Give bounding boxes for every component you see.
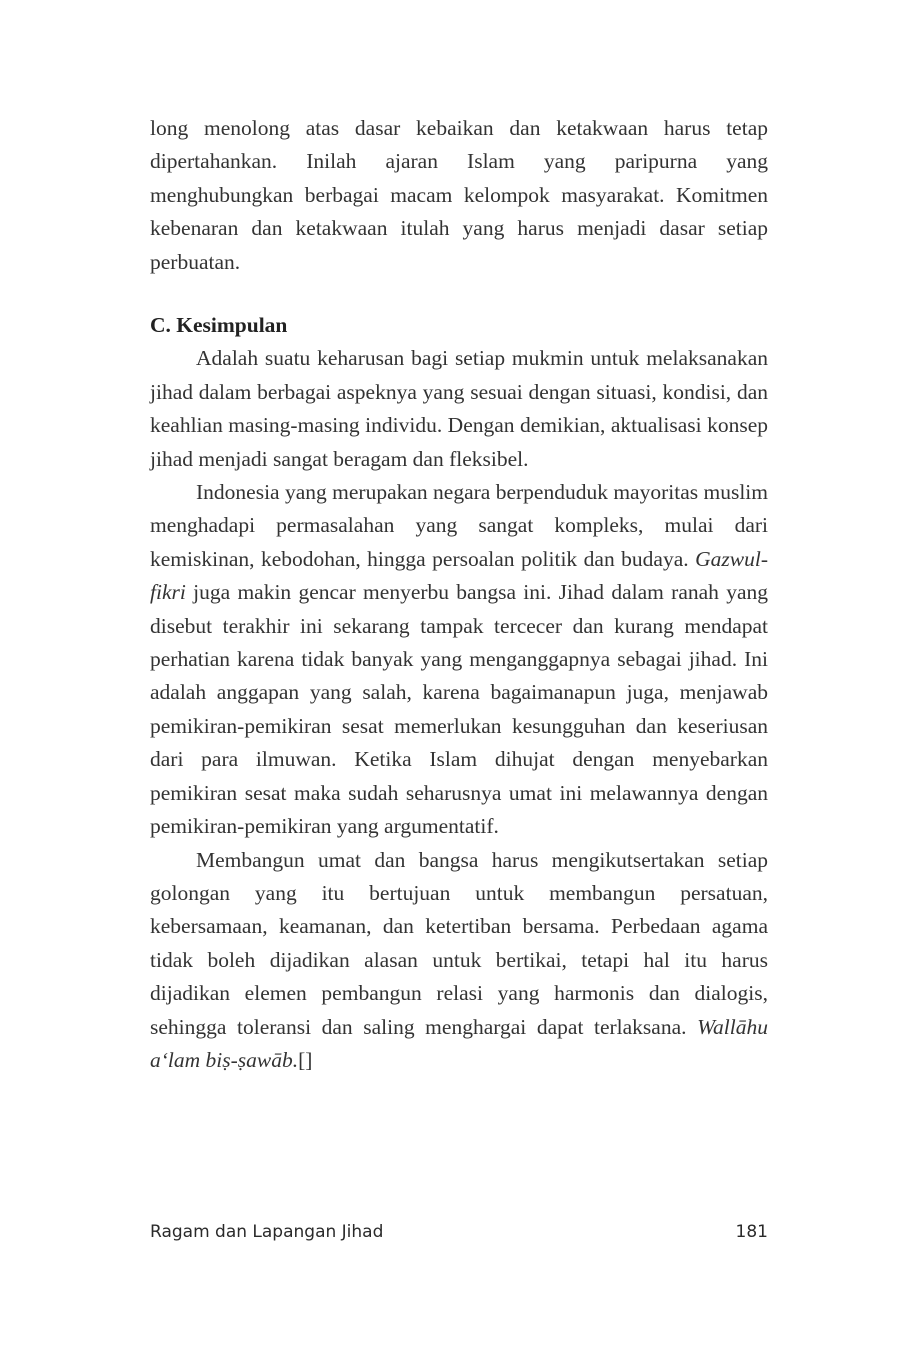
paragraph-3 <box>150 844 768 1078</box>
paragraph-2-text-a: Indonesia yang merupakan negara berpenduduk mayoritas muslim menghadapi permasalahan yang sangat kompleks, mulai dari kemiskinan, kebodohan, hingga persoalan politik dan budaya. <box>150 480 768 571</box>
intro-text <box>150 112 768 279</box>
paragraph-2 <box>150 476 768 843</box>
section-heading: C. Kesimpulan <box>150 313 288 337</box>
paragraph-2-text-b: juga makin gencar menyerbu bangsa ini. Jihad dalam ranah yang disebut terakhir ini sekarang tampak tercecer dan kurang mendapat perhatian karena tidak banyak yang menganggapnya sebagai jihad. Ini adalah anggapan yang salah, karena bagaimanapun juga, menjawab pemikiran-pemikiran sesat memerlukan kesungguhan dan keseriusan dari para ilmuwan. Ketika Islam dihujat dengan menyebarkan pemikiran sesat maka sudah seharusnya umat ini melawannya dengan pemikiran-pemikiran yang argumentatif. <box>150 580 768 839</box>
conclusion-section <box>150 309 768 1077</box>
paragraph-3-italic-closing: Wallāhu a‘lam biṣ-ṣawāb. <box>150 1014 768 1072</box>
page-number: 181 <box>735 1222 768 1242</box>
running-footer-title: Ragam dan Lapangan Jihad <box>150 1222 384 1242</box>
intro-paragraph: long menolong atas dasar kebaikan dan ketakwaan harus tetap dipertahankan. Inilah ajaran Islam yang paripurna yang menghubungkan berbagai macam kelompok masyarakat. Komitmen kebenaran dan ketakwaan itulah yang harus menjadi dasar setiap perbuatan. <box>150 116 768 274</box>
paragraph-2-italic-term: Gazwul-fikri <box>150 546 768 605</box>
paragraph-1: Adalah suatu keharusan bagi setiap mukmin untuk melaksanakan jihad dalam berbagai aspeknya yang sesuai dengan situasi, kondisi, dan keahlian masing-masing individu. Dengan demikian, aktualisasi konsep jihad menjadi sangat beragam dan fleksibel. <box>150 346 768 471</box>
end-mark: [] <box>298 1047 313 1072</box>
paragraph-3-text: Membangun umat dan bangsa harus mengikutsertakan setiap golongan yang itu bertujuan untuk membangun persatuan, kebersamaan, keamanan, dan ketertiban bersama. Perbedaan agama tidak boleh dijadikan alasan untuk bertikai, tetapi hal itu harus dijadikan elemen pembangun relasi yang harmonis dan dialogis, sehingga toleransi dan saling menghargai dapat terlaksana. <box>150 847 768 1039</box>
